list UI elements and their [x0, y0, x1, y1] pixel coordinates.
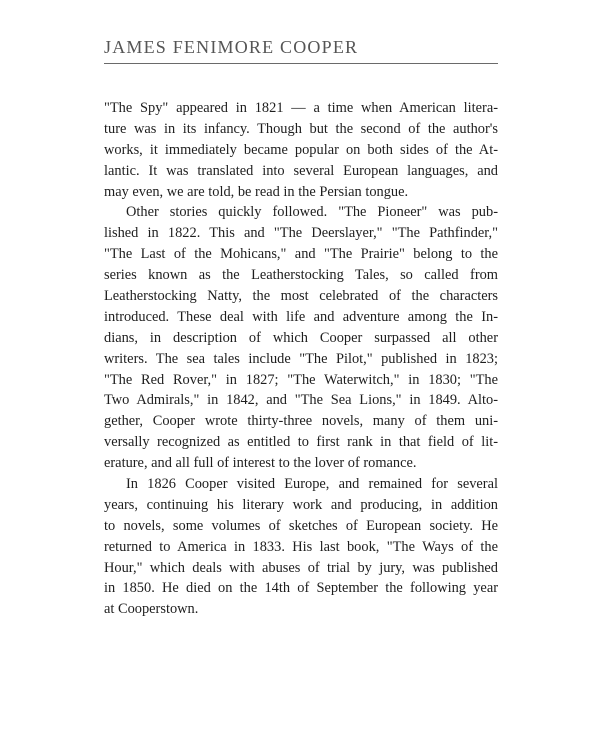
text-line: at Cooperstown. [104, 601, 199, 618]
text-line: "The Red Rover," in 1827; "The Waterwitch," in 1830; "The [104, 371, 498, 388]
text-line: series known as the Leatherstocking Tales, so called from [104, 267, 498, 284]
text-line: works, it immediately became popular on both sides of the At- [104, 141, 498, 158]
text-line: Other stories quickly followed. "The Pioneer" was pub- [126, 204, 498, 221]
header-rule [104, 63, 498, 64]
text-line: In 1826 Cooper visited Europe, and remained for several [126, 476, 498, 493]
text-line: writers. The sea tales include "The Pilot," published in 1823; [104, 350, 498, 367]
text-line: years, continuing his literary work and producing, in addition [104, 496, 498, 513]
text-line: Two Admirals," in 1842, and "The Sea Lions," in 1849. Alto- [104, 392, 498, 409]
text-line: "The Spy" appeared in 1821 — a time when American litera- [104, 100, 498, 116]
text-line: gether, Cooper wrote thirty-three novels, many of them uni- [104, 413, 498, 430]
text-line: Leatherstocking Natty, the most celebrated of the characters [104, 288, 498, 305]
text-line: Hour," which deals with abuses of trial by jury, was published [104, 559, 498, 576]
text-line: ture was in its infancy. Though but the second of the author's [104, 120, 498, 137]
text-line: dians, in description of which Cooper surpassed all other [104, 329, 498, 346]
text-line: introduced. These deal with life and adventure among the In- [104, 308, 498, 325]
text-line: lished in 1822. This and "The Deerslayer," "The Pathfinder," [104, 225, 498, 242]
body-text [104, 98, 498, 620]
text-line: returned to America in 1833. His last book, "The Ways of the [104, 538, 498, 555]
text-line: lantic. It was translated into several European languages, and [104, 162, 498, 179]
running-head: JAMES FENIMORE COOPER [104, 37, 359, 57]
text-line: in 1850. He died on the 14th of September the following year [104, 580, 498, 597]
text-line: to novels, some volumes of sketches of European society. He [104, 517, 498, 534]
text-line: may even, we are told, be read in the Persian tongue. [104, 183, 409, 200]
text-line: versally recognized as entitled to first rank in that field of lit- [104, 434, 498, 451]
text-line: "The Last of the Mohicans," and "The Prairie" belong to the [104, 246, 498, 263]
text-line: erature, and all full of interest to the lover of romance. [104, 455, 417, 472]
